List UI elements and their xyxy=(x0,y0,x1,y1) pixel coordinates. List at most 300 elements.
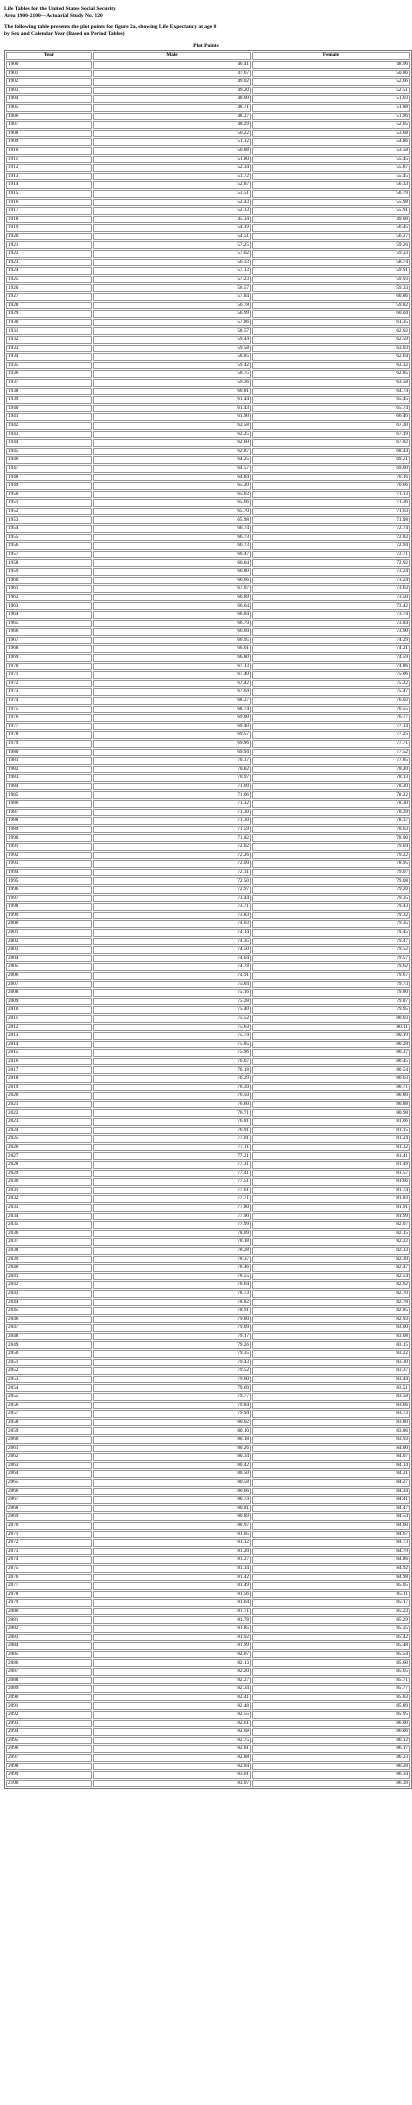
table-row xyxy=(6,173,410,181)
table-row xyxy=(6,1642,410,1650)
year-cell: 1973 xyxy=(6,688,92,696)
male-value-cell: 62.87 xyxy=(93,448,251,456)
male-value-cell: 78.28 xyxy=(93,1247,251,1255)
female-value-cell: 83.22 xyxy=(252,1350,410,1358)
male-value-cell: 82.13 xyxy=(93,1659,251,1667)
table-row xyxy=(6,920,410,928)
table-row xyxy=(6,663,410,671)
table-row xyxy=(6,1135,410,1143)
male-value-cell: 52.13 xyxy=(93,207,251,215)
table-row xyxy=(6,1505,410,1513)
table-row xyxy=(6,250,410,258)
male-value-cell: 77.80 xyxy=(93,1204,251,1212)
table-caption: Plot Points xyxy=(193,43,219,49)
female-value-cell: 85.17 xyxy=(252,1599,410,1607)
year-cell: 1920 xyxy=(6,233,92,241)
female-value-cell: 79.43 xyxy=(252,903,410,911)
female-value-cell: 55.98 xyxy=(252,199,410,207)
table-row xyxy=(6,1299,410,1307)
male-value-cell: 75.63 xyxy=(93,1024,251,1032)
male-value-cell: 74.50 xyxy=(93,946,251,954)
table-row xyxy=(6,886,410,894)
female-value-cell: 81.49 xyxy=(252,1161,410,1169)
year-cell: 2079 xyxy=(6,1599,92,1607)
male-value-cell: 79.94 xyxy=(93,1410,251,1418)
table-row xyxy=(6,1591,410,1599)
male-value-cell: 52.43 xyxy=(93,199,251,207)
female-value-cell: 81.24 xyxy=(252,1135,410,1143)
female-value-cell: 82.70 xyxy=(252,1290,410,1298)
year-cell: 2005 xyxy=(6,963,92,971)
year-cell: 2040 xyxy=(6,1264,92,1272)
year-cell: 1913 xyxy=(6,173,92,181)
male-value-cell: 68.74 xyxy=(93,706,251,714)
table-row xyxy=(6,860,410,868)
female-value-cell: 48.96 xyxy=(252,61,410,69)
female-value-cell: 72.74 xyxy=(252,525,410,533)
table-row xyxy=(6,749,410,757)
year-cell: 2065 xyxy=(6,1479,92,1487)
year-cell: 2089 xyxy=(6,1685,92,1693)
year-cell: 2068 xyxy=(6,1505,92,1513)
female-value-cell: 83.86 xyxy=(252,1427,410,1435)
year-cell: 1954 xyxy=(6,525,92,533)
male-value-cell: 62.25 xyxy=(93,431,251,439)
year-cell: 1907 xyxy=(6,121,92,129)
male-value-cell: 75.28 xyxy=(93,998,251,1006)
table-row xyxy=(6,388,410,396)
female-value-cell: 62.64 xyxy=(252,353,410,361)
year-cell: 1942 xyxy=(6,422,92,430)
year-cell: 1945 xyxy=(6,448,92,456)
year-cell: 1959 xyxy=(6,568,92,576)
male-value-cell: 81.64 xyxy=(93,1599,251,1607)
year-cell: 2080 xyxy=(6,1608,92,1616)
subtitle-line-2: by Sex and Calendar Year (Based on Period Tables) xyxy=(4,31,125,37)
table-row xyxy=(6,70,410,78)
table-row xyxy=(6,422,410,430)
table-row xyxy=(6,302,410,310)
year-cell: 1903 xyxy=(6,87,92,95)
table-row xyxy=(6,293,410,301)
female-value-cell: 81.06 xyxy=(252,1118,410,1126)
table-row xyxy=(6,1419,410,1427)
table-row xyxy=(6,809,410,817)
male-value-cell: 78.82 xyxy=(93,1299,251,1307)
female-value-cell: 71.13 xyxy=(252,491,410,499)
male-value-cell: 77.01 xyxy=(93,1135,251,1143)
table-row xyxy=(6,448,410,456)
table-row xyxy=(6,1350,410,1358)
female-value-cell: 82.07 xyxy=(252,1221,410,1229)
female-value-cell: 80.63 xyxy=(252,1075,410,1083)
male-value-cell: 80.26 xyxy=(93,1445,251,1453)
year-cell: 1984 xyxy=(6,783,92,791)
female-value-cell: 82.15 xyxy=(252,1230,410,1238)
table-row xyxy=(6,233,410,241)
year-cell: 1995 xyxy=(6,877,92,885)
female-value-cell: 77.71 xyxy=(252,740,410,748)
year-cell: 1914 xyxy=(6,181,92,189)
table-row xyxy=(6,542,410,550)
table-row xyxy=(6,1565,410,1573)
table-row xyxy=(6,946,410,954)
female-value-cell: 83.73 xyxy=(252,1410,410,1418)
table-row xyxy=(6,1101,410,1109)
female-value-cell: 78.39 xyxy=(252,809,410,817)
table-row xyxy=(6,1659,410,1667)
year-cell: 2032 xyxy=(6,1195,92,1203)
male-value-cell: 66.64 xyxy=(93,602,251,610)
male-value-cell: 78.73 xyxy=(93,1290,251,1298)
year-cell: 2050 xyxy=(6,1350,92,1358)
female-value-cell: 75.47 xyxy=(252,688,410,696)
year-cell: 1997 xyxy=(6,895,92,903)
female-value-cell: 68.44 xyxy=(252,448,410,456)
table-row xyxy=(6,113,410,121)
male-value-cell: 65.63 xyxy=(93,491,251,499)
year-cell: 2059 xyxy=(6,1427,92,1435)
female-value-cell: 73.63 xyxy=(252,585,410,593)
year-cell: 1960 xyxy=(6,577,92,585)
female-value-cell: 84.86 xyxy=(252,1556,410,1564)
female-value-cell: 84.07 xyxy=(252,1453,410,1461)
year-cell: 2088 xyxy=(6,1677,92,1685)
female-value-cell: 72.83 xyxy=(252,534,410,542)
table-row xyxy=(6,1127,410,1135)
male-value-cell: 72.02 xyxy=(93,843,251,851)
year-cell: 1936 xyxy=(6,370,92,378)
male-value-cell: 75.85 xyxy=(93,1041,251,1049)
female-value-cell: 82.93 xyxy=(252,1316,410,1324)
year-cell: 2066 xyxy=(6,1488,92,1496)
female-value-cell: 64.74 xyxy=(252,388,410,396)
year-cell: 2019 xyxy=(6,1084,92,1092)
year-cell: 1919 xyxy=(6,224,92,232)
year-cell: 1950 xyxy=(6,491,92,499)
year-cell: 2077 xyxy=(6,1582,92,1590)
year-cell: 2086 xyxy=(6,1659,92,1667)
female-value-cell: 84.60 xyxy=(252,1522,410,1530)
year-cell: 2056 xyxy=(6,1402,92,1410)
year-cell: 2057 xyxy=(6,1410,92,1418)
male-value-cell: 82.81 xyxy=(93,1745,251,1753)
female-value-cell: 85.65 xyxy=(252,1668,410,1676)
year-cell: 1934 xyxy=(6,353,92,361)
year-cell: 1944 xyxy=(6,439,92,447)
female-value-cell: 77.52 xyxy=(252,749,410,757)
male-value-cell: 66.79 xyxy=(93,620,251,628)
table-row xyxy=(6,1462,410,1470)
male-value-cell: 76.60 xyxy=(93,1101,251,1109)
table-row xyxy=(6,1170,410,1178)
table-row xyxy=(6,731,410,739)
male-value-cell: 62.60 xyxy=(93,439,251,447)
male-value-cell: 82.34 xyxy=(93,1685,251,1693)
table-row xyxy=(6,843,410,851)
female-value-cell: 52.66 xyxy=(252,78,410,86)
male-value-cell: 57.23 xyxy=(93,276,251,284)
male-value-cell: 66.89 xyxy=(93,594,251,602)
year-cell: 1987 xyxy=(6,809,92,817)
year-cell: 1917 xyxy=(6,207,92,215)
male-value-cell: 80.34 xyxy=(93,1453,251,1461)
table-row xyxy=(6,1720,410,1728)
male-value-cell: 74.03 xyxy=(93,920,251,928)
table-row xyxy=(6,104,410,112)
table-row xyxy=(6,1230,410,1238)
year-cell: 2082 xyxy=(6,1625,92,1633)
male-value-cell: 48.00 xyxy=(93,95,251,103)
table-row xyxy=(6,259,410,267)
male-value-cell: 75.52 xyxy=(93,1015,251,1023)
male-value-cell: 54.51 xyxy=(93,233,251,241)
table-row xyxy=(6,1109,410,1117)
year-cell: 2072 xyxy=(6,1539,92,1547)
table-row xyxy=(6,611,410,619)
female-value-cell: 80.37 xyxy=(252,1049,410,1057)
table-row xyxy=(6,1238,410,1246)
female-value-cell: 79.35 xyxy=(252,895,410,903)
female-value-cell: 86.34 xyxy=(252,1771,410,1779)
male-value-cell: 67.64 xyxy=(93,688,251,696)
table-row xyxy=(6,345,410,353)
male-value-cell: 51.72 xyxy=(93,173,251,181)
female-value-cell: 56.79 xyxy=(252,190,410,198)
male-value-cell: 66.73 xyxy=(93,542,251,550)
year-cell: 1986 xyxy=(6,800,92,808)
female-value-cell: 82.78 xyxy=(252,1299,410,1307)
female-value-cell: 84.73 xyxy=(252,1539,410,1547)
table-row xyxy=(6,585,410,593)
table-row xyxy=(6,456,410,464)
female-value-cell: 84.79 xyxy=(252,1548,410,1556)
year-cell: 2013 xyxy=(6,1032,92,1040)
female-value-cell: 81.32 xyxy=(252,1144,410,1152)
female-value-cell: 71.36 xyxy=(252,499,410,507)
female-value-cell: 53.58 xyxy=(252,147,410,155)
table-row xyxy=(6,929,410,937)
table-row xyxy=(6,1256,410,1264)
year-cell: 2017 xyxy=(6,1066,92,1074)
table-row xyxy=(6,1599,410,1607)
year-cell: 1921 xyxy=(6,241,92,249)
table-row xyxy=(6,852,410,860)
male-value-cell: 69.40 xyxy=(93,723,251,731)
male-value-cell: 65.20 xyxy=(93,482,251,490)
year-cell: 1900 xyxy=(6,61,92,69)
table-row xyxy=(6,1771,410,1779)
male-value-cell: 79.52 xyxy=(93,1367,251,1375)
male-value-cell: 60.81 xyxy=(93,388,251,396)
male-value-cell: 79.84 xyxy=(93,1402,251,1410)
year-cell: 1915 xyxy=(6,190,92,198)
year-cell: 2035 xyxy=(6,1221,92,1229)
female-value-cell: 76.55 xyxy=(252,706,410,714)
table-row xyxy=(6,138,410,146)
male-value-cell: 78.55 xyxy=(93,1273,251,1281)
year-cell: 1927 xyxy=(6,293,92,301)
male-value-cell: 81.99 xyxy=(93,1642,251,1650)
female-value-cell: 55.45 xyxy=(252,156,410,164)
year-cell: 1925 xyxy=(6,276,92,284)
male-value-cell: 70.37 xyxy=(93,757,251,765)
table-row xyxy=(6,164,410,172)
female-value-cell: 84.47 xyxy=(252,1505,410,1513)
male-value-cell: 80.02 xyxy=(93,1419,251,1427)
year-cell: 2046 xyxy=(6,1316,92,1324)
female-value-cell: 78.37 xyxy=(252,817,410,825)
table-row xyxy=(6,336,410,344)
year-cell: 1909 xyxy=(6,138,92,146)
male-value-cell: 66.47 xyxy=(93,551,251,559)
year-cell: 2000 xyxy=(6,920,92,928)
female-value-cell: 85.11 xyxy=(252,1591,410,1599)
table-row xyxy=(6,714,410,722)
female-value-cell: 75.06 xyxy=(252,671,410,679)
female-value-cell: 79.95 xyxy=(252,1006,410,1014)
year-cell: 2063 xyxy=(6,1462,92,1470)
male-value-cell: 75.04 xyxy=(93,981,251,989)
female-value-cell: 62.02 xyxy=(252,327,410,335)
year-cell: 2071 xyxy=(6,1531,92,1539)
male-value-cell: 81.49 xyxy=(93,1582,251,1590)
table-row xyxy=(6,508,410,516)
table-row xyxy=(6,525,410,533)
table-row xyxy=(6,1393,410,1401)
table-row xyxy=(6,1041,410,1049)
male-value-cell: 71.30 xyxy=(93,809,251,817)
male-value-cell: 67.13 xyxy=(93,663,251,671)
table-row xyxy=(6,310,410,318)
female-value-cell: 59.93 xyxy=(252,276,410,284)
year-cell: 1918 xyxy=(6,216,92,224)
male-value-cell: 72.31 xyxy=(93,869,251,877)
year-cell: 1985 xyxy=(6,791,92,799)
male-value-cell: 80.89 xyxy=(93,1513,251,1521)
year-cell: 2042 xyxy=(6,1281,92,1289)
table-row xyxy=(6,207,410,215)
year-cell: 2051 xyxy=(6,1359,92,1367)
female-value-cell: 62.85 xyxy=(252,370,410,378)
year-cell: 2034 xyxy=(6,1213,92,1221)
female-value-cell: 84.00 xyxy=(252,1445,410,1453)
year-cell: 1998 xyxy=(6,903,92,911)
table-row xyxy=(6,602,410,610)
female-value-cell: 79.35 xyxy=(252,920,410,928)
year-cell: 2098 xyxy=(6,1763,92,1771)
female-value-cell: 81.91 xyxy=(252,1204,410,1212)
year-cell: 2096 xyxy=(6,1745,92,1753)
female-value-cell: 76.77 xyxy=(252,714,410,722)
year-cell: 1912 xyxy=(6,164,92,172)
female-value-cell: 66.46 xyxy=(252,413,410,421)
female-value-cell: 83.15 xyxy=(252,1341,410,1349)
year-cell: 2018 xyxy=(6,1075,92,1083)
year-cell: 1977 xyxy=(6,723,92,731)
female-value-cell: 60.86 xyxy=(252,293,410,301)
table-row xyxy=(6,955,410,963)
male-value-cell: 79.00 xyxy=(93,1316,251,1324)
table-row xyxy=(6,1384,410,1392)
year-cell: 1967 xyxy=(6,637,92,645)
female-value-cell: 60.04 xyxy=(252,310,410,318)
female-value-cell: 79.04 xyxy=(252,843,410,851)
year-cell: 2023 xyxy=(6,1118,92,1126)
table-row xyxy=(6,181,410,189)
year-cell: 1930 xyxy=(6,319,92,327)
female-value-cell: 85.60 xyxy=(252,1659,410,1667)
year-cell: 1965 xyxy=(6,620,92,628)
table-row xyxy=(6,1445,410,1453)
year-cell: 2012 xyxy=(6,1024,92,1032)
male-value-cell: 64.25 xyxy=(93,456,251,464)
table-row xyxy=(6,706,410,714)
year-cell: 1940 xyxy=(6,405,92,413)
male-value-cell: 61.44 xyxy=(93,396,251,404)
female-value-cell: 78.95 xyxy=(252,860,410,868)
female-value-cell: 83.80 xyxy=(252,1419,410,1427)
table-row xyxy=(6,241,410,249)
year-cell: 2092 xyxy=(6,1711,92,1719)
male-value-cell: 50.22 xyxy=(93,130,251,138)
female-value-cell: 79.08 xyxy=(252,877,410,885)
table-row xyxy=(6,465,410,473)
male-value-cell: 76.50 xyxy=(93,1092,251,1100)
table-row xyxy=(6,1247,410,1255)
table-row xyxy=(6,121,410,129)
year-cell: 2069 xyxy=(6,1513,92,1521)
male-value-cell: 81.12 xyxy=(93,1539,251,1547)
year-cell: 2030 xyxy=(6,1178,92,1186)
table-row xyxy=(6,1049,410,1057)
male-value-cell: 66.95 xyxy=(93,637,251,645)
male-value-cell: 59.36 xyxy=(93,379,251,387)
year-cell: 2014 xyxy=(6,1041,92,1049)
male-value-cell: 53.51 xyxy=(93,190,251,198)
female-value-cell: 83.66 xyxy=(252,1402,410,1410)
year-cell: 1902 xyxy=(6,78,92,86)
year-cell: 1990 xyxy=(6,834,92,842)
year-cell: 1991 xyxy=(6,843,92,851)
year-cell: 1941 xyxy=(6,413,92,421)
table-row xyxy=(6,645,410,653)
male-value-cell: 75.96 xyxy=(93,1049,251,1057)
male-value-cell: 80.42 xyxy=(93,1462,251,1470)
female-value-cell: 72.92 xyxy=(252,559,410,567)
female-value-cell: 52.05 xyxy=(252,121,410,129)
male-value-cell: 58.57 xyxy=(93,327,251,335)
female-value-cell: 80.54 xyxy=(252,1066,410,1074)
male-value-cell: 66.74 xyxy=(93,525,251,533)
year-cell: 1989 xyxy=(6,826,92,834)
table-row xyxy=(6,577,410,585)
table-row xyxy=(6,405,410,413)
male-value-cell: 73.71 xyxy=(93,903,251,911)
table-row xyxy=(6,654,410,662)
year-cell: 2074 xyxy=(6,1556,92,1564)
male-value-cell: 77.71 xyxy=(93,1195,251,1203)
female-value-cell: 62.59 xyxy=(252,336,410,344)
female-value-cell: 84.41 xyxy=(252,1496,410,1504)
female-value-cell: 71.63 xyxy=(252,508,410,516)
table-row xyxy=(6,783,410,791)
male-value-cell: 72.09 xyxy=(93,860,251,868)
female-value-cell: 79.32 xyxy=(252,912,410,920)
document-subtitle xyxy=(4,24,408,38)
female-value-cell: 82.85 xyxy=(252,1307,410,1315)
table-row xyxy=(6,938,410,946)
